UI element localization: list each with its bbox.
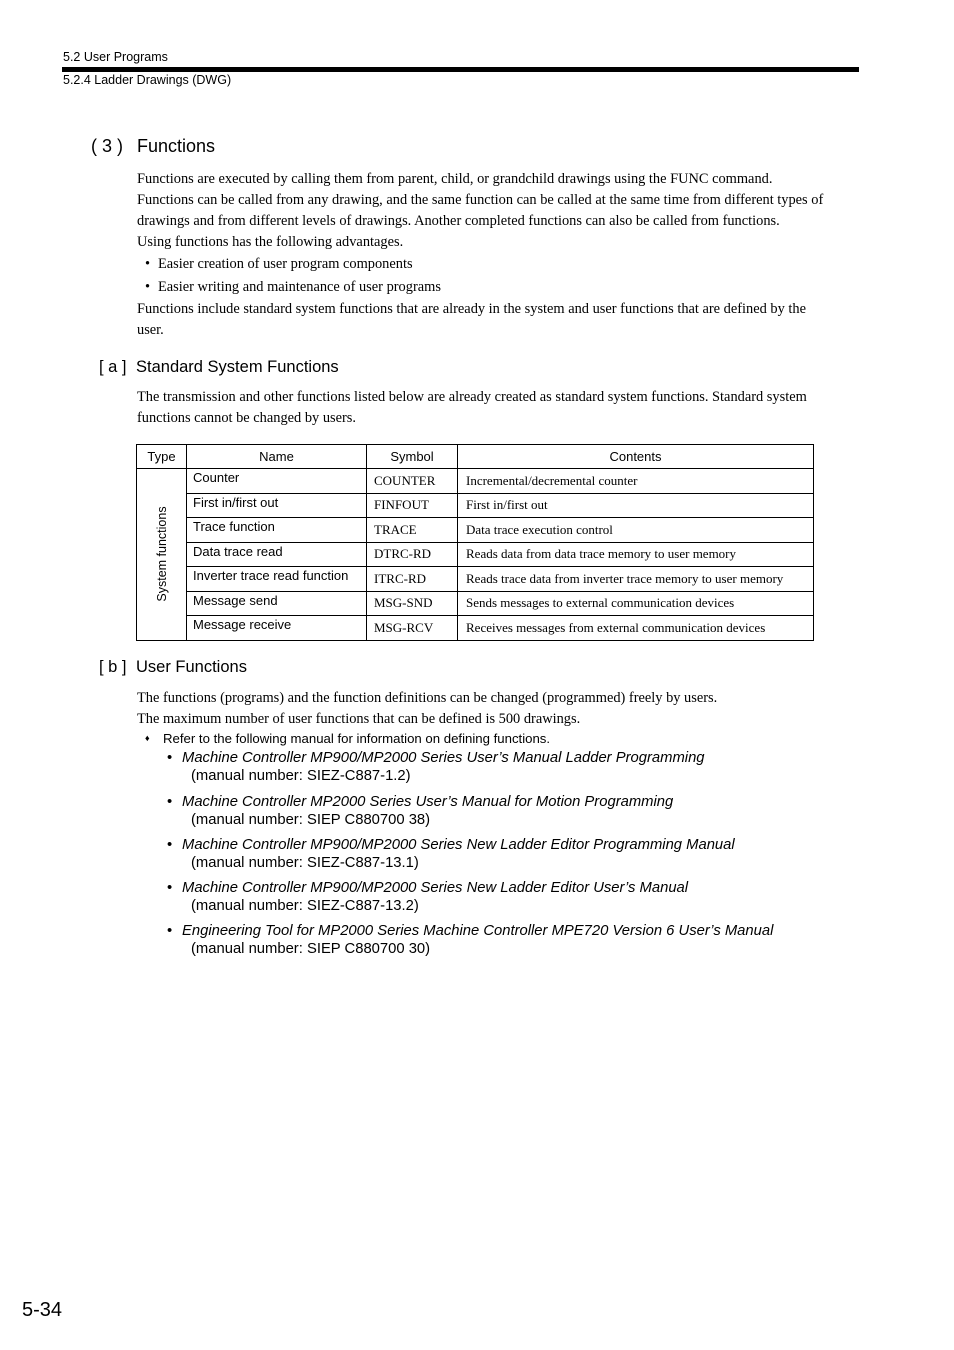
symbol-cell: MSG-RCV [367,616,458,641]
manual-title: Machine Controller MP900/MP2000 Series New Ladder Editor User’s Manual [182,880,689,896]
table-row [137,567,814,592]
manual-number: (manual number: SIEZ-C887-13.2) [191,898,419,914]
manual-reference [167,880,688,914]
standard-functions-table [136,444,814,641]
manual-title: Machine Controller MP2000 Series User’s Manual for Motion Programming [182,794,674,810]
contents-cell: Receives messages from external communication devices [458,616,814,641]
bullet-dot: • [167,750,173,766]
subheading-title: Standard System Functions [136,358,339,376]
table-row [137,542,814,567]
standard-functions-text [137,387,859,429]
user-functions-heading [99,658,247,677]
functions-heading-number: ( 3 ) [91,136,124,156]
manual-title: Machine Controller MP900/MP2000 Series New Ladder Editor Programming Manual [182,837,735,853]
paragraph-line: functions cannot be changed by users. [137,410,356,426]
manual-title: Engineering Tool for MP2000 Series Machine Controller MPE720 Version 6 User’s Manual [182,923,774,939]
column-header-name: Name [187,445,367,469]
advantage-bullet [145,277,441,298]
subheading-label: [ a ] [99,358,127,376]
paragraph-line: user. [137,322,164,338]
name-cell: First in/first out [187,493,367,518]
table-header-row [137,445,814,469]
bullet-dot: • [167,923,173,939]
functions-intro [137,169,859,253]
diamond-bullet-icon: ♦ [145,733,150,743]
bullet-dot: • [167,880,173,896]
functions-heading [91,136,215,157]
manual-reference [167,923,773,957]
name-cell: Message send [187,591,367,616]
bullet-dot: • [167,794,173,810]
table-row [137,591,814,616]
bullet-text: Easier writing and maintenance of user programs [158,279,441,295]
symbol-cell: MSG-SND [367,591,458,616]
paragraph-line: Using functions has the following advantages. [137,234,404,250]
column-header-contents: Contents [458,445,814,469]
manual-reference [167,750,705,784]
paragraph-line: Functions include standard system functions that are already in the system and user functions that are defined by the [137,301,806,317]
advantage-bullet [145,254,413,275]
table-row [137,518,814,543]
manual-reference [167,837,735,871]
paragraph-line: Functions are executed by calling them from parent, child, or grandchild drawings using the FUNC command. [137,171,773,187]
manual-number: (manual number: SIEP C880700 38) [191,812,431,828]
paragraph-line: The maximum number of user functions that can be defined is 500 drawings. [137,711,581,727]
name-cell: Counter [187,469,367,494]
symbol-cell: TRACE [367,518,458,543]
contents-cell: Reads data from data trace memory to user memory [458,542,814,567]
contents-cell: Data trace execution control [458,518,814,543]
symbol-cell: COUNTER [367,469,458,494]
contents-cell: Sends messages to external communication devices [458,591,814,616]
page-number: 5-34 [22,1299,63,1321]
standard-functions-heading [99,358,339,377]
name-cell: Message receive [187,616,367,641]
name-cell: Data trace read [187,542,367,567]
contents-cell: Reads trace data from inverter trace memory to user memory [458,567,814,592]
type-label: System functions [154,506,169,602]
table-row [137,616,814,641]
symbol-cell: FINFOUT [367,493,458,518]
symbol-cell: ITRC-RD [367,567,458,592]
user-functions-text [137,688,859,730]
bullet-dot: • [167,837,173,853]
symbol-cell: DTRC-RD [367,542,458,567]
reference-note [145,731,550,746]
reference-note-text: Refer to the following manual for information on defining functions. [163,731,551,746]
functions-heading-title: Functions [137,136,216,156]
column-header-type: Type [137,445,187,469]
manual-reference [167,794,673,828]
table-row [137,469,814,494]
contents-cell: Incremental/decremental counter [458,469,814,494]
paragraph-line: The functions (programs) and the function definitions can be changed (programmed) freely by users. [137,690,718,706]
column-header-symbol: Symbol [367,445,458,469]
manual-number: (manual number: SIEZ-C887-13.1) [191,855,419,871]
running-header-subsection: 5.2.4 Ladder Drawings (DWG) [63,73,232,87]
manual-number: (manual number: SIEP C880700 30) [191,941,431,957]
running-header-section: 5.2 User Programs [63,50,168,64]
subheading-title: User Functions [136,658,247,676]
bullet-dot: • [145,279,151,295]
paragraph-line: Functions can be called from any drawing, and the same function can be called at the same time from different types of [137,192,824,208]
bullet-text: Easier creation of user program components [158,256,413,272]
manual-title: Machine Controller MP900/MP2000 Series User’s Manual Ladder Programming [182,750,705,766]
contents-cell: First in/first out [458,493,814,518]
bullet-dot: • [145,256,151,272]
paragraph-line: The transmission and other functions listed below are already created as standard system functions. Standard system [137,389,807,405]
name-cell: Inverter trace read function [187,567,367,592]
functions-outro [137,299,859,341]
type-cell [137,469,187,641]
header-rule [62,67,859,72]
paragraph-line: drawings and from different levels of drawings. Another completed functions can also be called from functions. [137,213,780,229]
name-cell: Trace function [187,518,367,543]
manual-number: (manual number: SIEZ-C887-1.2) [191,768,411,784]
table-row [137,493,814,518]
subheading-label: [ b ] [99,658,127,676]
